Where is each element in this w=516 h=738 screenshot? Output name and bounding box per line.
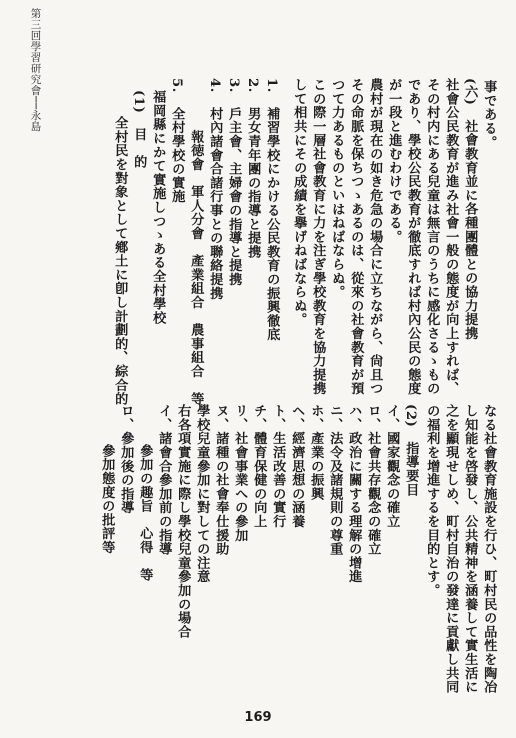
text-column: 農村が現在の如き危急の場合に立ちながら、尙且つ bbox=[367, 78, 383, 396]
text-column: 1. 補習學校にかける公民教育の振興徹底 bbox=[264, 78, 280, 342]
text-column: つて力あるものといはねばならぬ。 bbox=[329, 78, 345, 299]
text-column: ホ、產業の振興 bbox=[308, 404, 324, 501]
text-column: チ、體育保健の向上 bbox=[251, 404, 267, 529]
text-column: ヌ、諸種の社會奉仕援助 bbox=[213, 404, 229, 556]
text-column: (1) 目 的 bbox=[131, 90, 147, 169]
text-column: ハ、政治に關する理解の增進 bbox=[346, 404, 362, 584]
text-column: 4. 村內諸會合諸行事との聯絡提携 bbox=[207, 78, 223, 300]
text-column: 福岡縣にかて實施しつゝある全村學校 bbox=[150, 90, 166, 325]
text-column: 學校兒童參加に對しての注意 bbox=[194, 404, 210, 584]
text-column: その村内にある兒童は無言のうちに感化さるゝもの bbox=[424, 78, 440, 396]
text-column: ロ、參加後の指導 bbox=[118, 404, 134, 515]
text-column: であり、學校公民教育が徹底すれば村內公民の態度 bbox=[405, 78, 421, 396]
text-column: 事である。 bbox=[481, 80, 497, 149]
text-column: 報徳會 軍人分會 產業組合 農事組合 等 bbox=[188, 116, 204, 406]
text-column: ト、生活改善の實行 bbox=[270, 404, 286, 529]
text-column: 社會公民教育が進み社會一般の態度が向上すれば、 bbox=[443, 78, 459, 396]
text-column: なる社會教育施設を行ひ、町村民の品性を陶冶 bbox=[481, 404, 497, 694]
text-column: (六) 社會教育並に各種團體との協力提携 bbox=[462, 78, 478, 341]
text-column: 3. 戶主會、主婦會の指導と提携 bbox=[226, 78, 242, 287]
text-column: 右各項實施に際し學校兒童參加の場合 bbox=[175, 404, 191, 639]
text-column: 2. 男女青年團の指導と提携 bbox=[245, 78, 261, 259]
text-column: イ、諸會合參加前の指導 bbox=[156, 404, 172, 556]
text-column: の福利を增進するを目的とす。 bbox=[424, 404, 440, 598]
text-column: 參加態度の批評等 bbox=[99, 430, 115, 555]
text-column: リ、社會事業への參加 bbox=[232, 404, 248, 542]
text-column: 參加の趣旨 心得 等 bbox=[137, 430, 153, 582]
text-column: (2) 指導要目 bbox=[403, 404, 419, 497]
text-column: が一段と進むわけである。 bbox=[386, 78, 402, 244]
text-column: ロ、社會共存觀念の確立 bbox=[365, 404, 381, 556]
text-column: ヘ、經濟思想の涵養 bbox=[289, 404, 305, 529]
text-column: し知能を啓發し、公共精神を涵養して實生活に bbox=[462, 404, 478, 694]
text-column: その命脈を保ちつゝあるのは、從來の社會教育が預 bbox=[348, 78, 364, 396]
text-column: 5. 全村學校の實施 bbox=[169, 78, 185, 204]
text-column: 之を顯現せしめ、町村自治の發達に貢獻し共同 bbox=[443, 404, 459, 694]
text-column: この際一層社會教育に力を注ぎ學校教育を協力提携 bbox=[310, 78, 326, 396]
running-header: 第三回學習研究會──永島 bbox=[29, 8, 42, 132]
text-column: して相共にその成績を擧げねばならぬ。 bbox=[291, 78, 307, 327]
page-number: 169 bbox=[244, 710, 272, 725]
text-column: 全村民を對象として鄕土に卽し計劃的、綜合的 bbox=[112, 116, 128, 406]
text-column: ニ、法令及諸規則の尊重 bbox=[327, 404, 343, 556]
text-column: イ、國家觀念の確立 bbox=[384, 404, 400, 529]
